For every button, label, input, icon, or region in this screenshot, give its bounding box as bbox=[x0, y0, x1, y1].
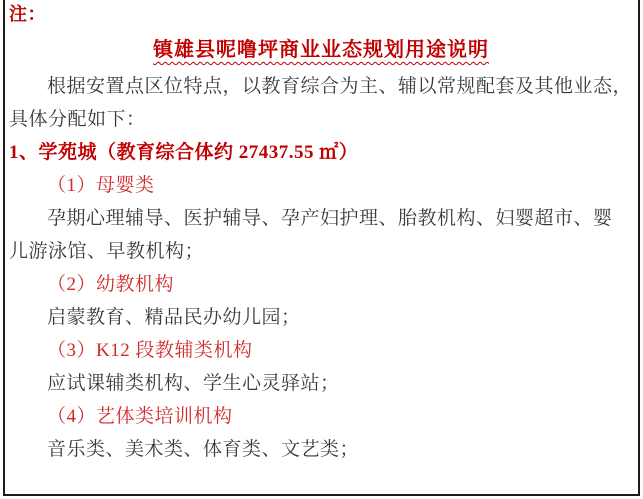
category-1-items-line-1: 孕期心理辅导、医护辅导、孕产妇护理、胎教机构、妇婴超市、婴 bbox=[47, 208, 613, 229]
category-1-heading: （1）母婴类 bbox=[47, 175, 155, 196]
category-3-items: 应试课辅类机构、学生心灵驿站； bbox=[47, 373, 340, 394]
category-4-heading: （4）艺体类培训机构 bbox=[47, 406, 233, 427]
category-1-items-line-2: 儿游泳馆、早教机构； bbox=[9, 241, 205, 262]
category-3-heading: （3）K12 段教辅类机构 bbox=[47, 340, 253, 361]
category-2-heading: （2）幼教机构 bbox=[47, 274, 175, 295]
note-label: 注： bbox=[9, 4, 46, 24]
table-cell bbox=[3, 0, 640, 496]
intro-line-1: 根据安置点区位特点，以教育综合为主、辅以常规配套及其他业态， bbox=[47, 76, 633, 97]
doc-title: 镇雄县呢噜坪商业业态规划用途说明 bbox=[153, 39, 489, 61]
category-2-items: 启蒙教育、精品民办幼儿园； bbox=[47, 307, 301, 328]
section-1-heading: 1、学苑城（教育综合体约 27437.55 ㎡） bbox=[9, 142, 359, 163]
category-4-items: 音乐类、美术类、体育类、文艺类； bbox=[47, 439, 360, 460]
intro-line-2: 具体分配如下： bbox=[9, 109, 146, 130]
